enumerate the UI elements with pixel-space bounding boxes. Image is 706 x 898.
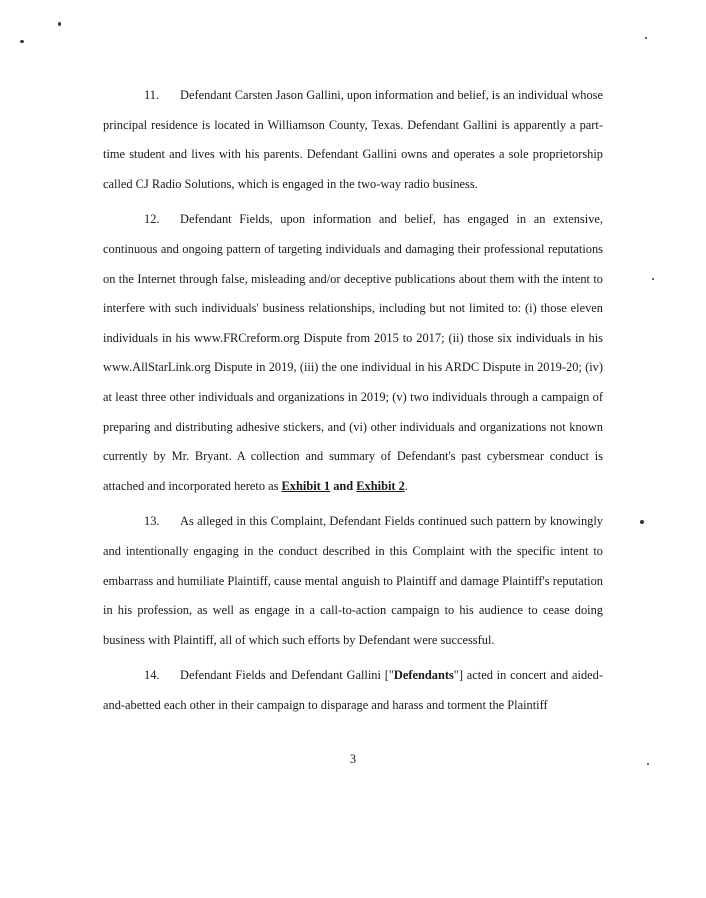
scan-speck <box>20 40 24 43</box>
exhibit-conjunction: and <box>330 478 354 493</box>
exhibit-1-reference: Exhibit 1 <box>281 478 331 493</box>
paragraph-text: Defendant Fields, upon information and belief, has engaged in an extensive, continuous and ongoing pattern of targeting individuals and damaging their professional reputations on the Internet through false, misleading and/or deceptive publications about them with the intent to interfere with such individuals' business relationships, including but not limited to: (i) those eleven individuals in his www.FRCreform.org Dispute from 2015 to 2017; (ii) those six individuals in his www.AllStarLink.org Dispute in 2019, (iii) the one individual in his ARDC Dispute in 2019-20; (iv) at least three other individuals and organizations in 2019; (v) two individuals through a campaign of preparing and distributing adhesive stickers, and (vi) other individuals and organizations not known currently by Mr. Bryant. A collection and summary of Defendant's past cybersmear conduct is attached and incorporated hereto as <box>103 212 603 493</box>
paragraph-12 <box>103 205 603 501</box>
document-body <box>103 81 603 726</box>
paragraph-number: 11. <box>144 88 160 102</box>
paragraph-text-continued: "] acted in concert and aided-and-abetted each other in their campaign to disparage and harass and torment the Plaintiff <box>103 668 603 712</box>
scan-speck <box>652 278 654 280</box>
exhibit-2-reference: Exhibit 2 <box>356 478 405 493</box>
page-number: 3 <box>349 752 357 766</box>
paragraph-text: Defendant Carsten Jason Gallini, upon information and belief, is an individual whose principal residence is located in Williamson County, Texas. Defendant Gallini is apparently a part-time student and lives with his parents. Defendant Gallini owns and operates a sole proprietorship called CJ Radio Solutions, which is engaged in the two-way radio business. <box>103 88 603 191</box>
paragraph-13 <box>103 507 603 655</box>
paragraph-number: 14. <box>144 668 160 683</box>
paragraph-text: As alleged in this Complaint, Defendant Fields continued such pattern by knowingly and intentionally engaging in the conduct described in this Complaint with the specific intent to embarrass and humiliate Plaintiff, cause mental anguish to Plaintiff and damage Plaintiff's reputation in his profession, as well as engage in a call-to-action campaign to his audience to cease doing business with Plaintiff, all of which such efforts by Defendant were successful. <box>103 514 603 647</box>
paragraph-11 <box>103 81 603 199</box>
paragraph-number: 12. <box>144 212 160 227</box>
scan-speck <box>640 520 644 524</box>
paragraph-14 <box>103 661 603 720</box>
paragraph-end: . <box>404 478 408 493</box>
scan-speck <box>647 763 649 765</box>
scan-speck <box>645 37 647 39</box>
paragraph-text: Defendant Fields and Defendant Gallini [" <box>180 668 394 683</box>
scan-speck <box>58 22 61 26</box>
paragraph-number: 13. <box>144 514 160 529</box>
defined-term: Defendants <box>393 668 454 683</box>
